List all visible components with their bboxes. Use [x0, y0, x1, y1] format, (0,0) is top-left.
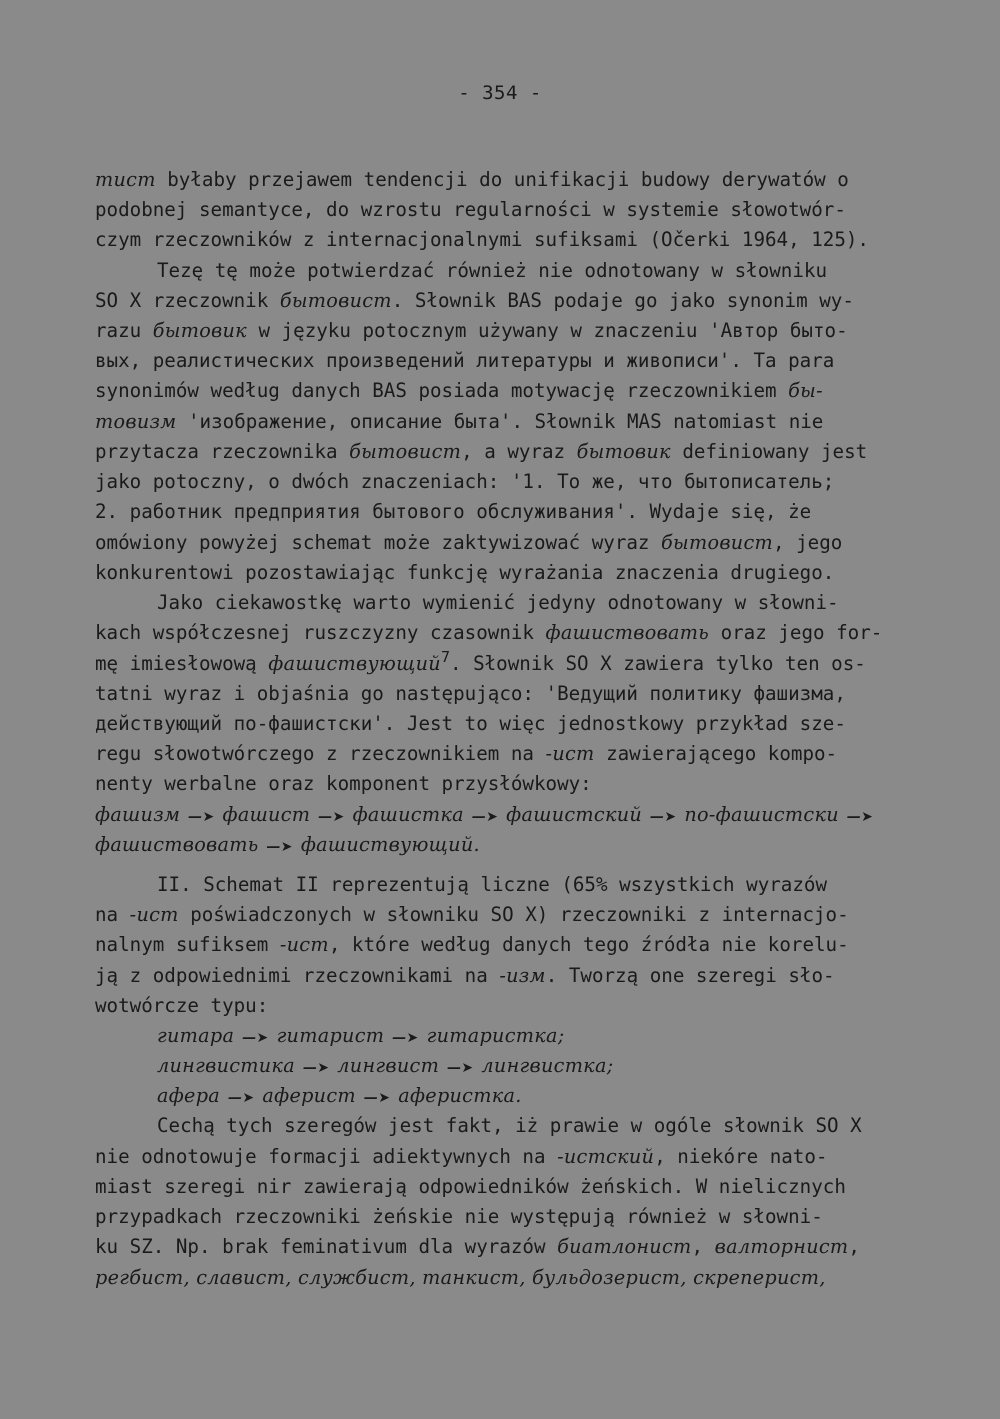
arrow-icon: —➤ — [447, 1060, 474, 1076]
russian-term: -изм — [499, 964, 546, 987]
text-line: действующий по-фашистски'. Jest to więc jednostkowy przykład sze- — [95, 712, 846, 735]
arrow-icon: —➤ — [363, 1090, 391, 1106]
text-line: ku SZ. Np. brak feminativum dla wyrazów биатлонист, валторнист, — [95, 1235, 860, 1258]
russian-term: -истский — [557, 1145, 655, 1168]
russian-term: mucm — [95, 168, 156, 191]
example-series: афера —➤ аферист —➤ аферистка. — [157, 1084, 522, 1107]
russian-term: -ист — [129, 903, 179, 926]
text-line: Cechą tych szeregów jest fakt, iż prawie w ogóle słownik SO X — [157, 1114, 862, 1137]
arrow-icon: —➤ — [318, 809, 345, 825]
text-line: konkurentowi pozostawiając funkcję wyrażania znaczenia drugiego. — [95, 561, 835, 584]
arrow-icon: —➤ — [188, 809, 215, 825]
russian-term: -ист — [545, 742, 595, 765]
arrow-icon: —➤ — [846, 809, 874, 825]
russian-term: бытовист — [661, 531, 773, 554]
text-line: Tezę tę może potwierdzać również nie odnotowany w słowniku — [157, 259, 828, 282]
text-line: czym rzeczowników z internacjonalnymi sufiksami (Očerki 1964, 125). — [95, 228, 869, 251]
text-line: mucm byłaby przejawem tendencji do unifikacji budowy derywatów o — [95, 168, 849, 191]
text-line: nie odnotowuje formacji adiektywnych na -истский, niekóre nato- — [95, 1145, 828, 1168]
text-line: 2. работник предприятия бытового обслуживания'. Wydaje się, że — [95, 500, 812, 523]
text-line: razu бытовик w języku potocznym używany w znaczeniu 'Автор быто- — [95, 319, 848, 342]
russian-term: бытовик — [152, 319, 247, 342]
text-line: podobnej semantyce, do wzrostu regularności w systemie słowotwór- — [95, 198, 846, 221]
text-line: przypadkach rzeczowniki żeńskie nie występują również w słowni- — [95, 1205, 823, 1228]
text-line: ją z odpowiednimi rzeczownikami na -изм. Tworzą one szeregi sło- — [95, 964, 835, 987]
text-line: przytacza rzeczownika бытовист, a wyraz бытовик definiowany jest — [95, 440, 868, 463]
russian-term: бытовист — [279, 289, 392, 312]
text-line: miast szeregi nir zawierają odpowiedników żeńskich. W nielicznych — [95, 1175, 846, 1198]
arrow-icon: —➤ — [471, 809, 499, 825]
text-line: tatni wyraz i objaśnia go następująco: 'Ведущий политику фашизма, — [95, 682, 846, 705]
example-series: лингвистика —➤ лингвист —➤ лингвистка; — [157, 1054, 614, 1077]
text-line: na -ист poświadczonych w słowniku SO X) rzeczowniki z internacjo- — [95, 903, 849, 926]
text-line: omówiony powyżej schemat może zaktywizować wyraz бытовист, jego — [95, 531, 843, 554]
text-line: wotwórcze typu: — [95, 994, 269, 1017]
text-line: Jako ciekawostkę warto wymienić jedyny odnotowany w słowni- — [157, 591, 839, 614]
russian-term: биатлонист — [557, 1235, 692, 1258]
text-line: nalnym sufiksem -ист, które według danych tego źródła nie korelu- — [95, 933, 849, 956]
arrow-icon: —➤ — [242, 1030, 269, 1046]
text-line: вых, реалистических произведений литературы и живописи'. Ta para — [95, 349, 835, 372]
russian-term-list: регбист, славист, службист, танкист, бульдозерист, скреперист, — [95, 1266, 826, 1289]
russian-term: бы- — [788, 379, 823, 402]
russian-term: товизм — [95, 410, 177, 433]
russian-term: бытовик — [576, 440, 671, 463]
footnote-ref: 7 — [440, 648, 450, 666]
text-line: jako potoczny, o dwóch znaczeniach: '1. То же, что бытописатель; — [95, 470, 835, 493]
arrow-icon: —➤ — [228, 1090, 255, 1106]
russian-term: -ист — [279, 933, 329, 956]
example-series: гитара —➤ гитарист —➤ гитаристка; — [157, 1024, 565, 1047]
derivation-chain: фашиствовать —➤ фашиствующий. — [95, 833, 480, 856]
arrow-icon: —➤ — [266, 839, 293, 855]
russian-term: валторнист — [714, 1235, 849, 1258]
arrow-icon: —➤ — [302, 1060, 330, 1076]
page-number: - 354 - — [458, 82, 542, 104]
arrow-icon: —➤ — [650, 809, 677, 825]
text-line: mę imiesłowową фашиствующий$^7$. Słownik SO X zawiera tylko ten os- — [95, 648, 866, 675]
text-line: regu słowotwórczego z rzeczownikiem na -ист zawierającego kompo- — [95, 742, 838, 765]
text-line: SO X rzeczownik бытовист. Słownik BAS podaje go jako synonim wy- — [95, 289, 854, 312]
arrow-icon: —➤ — [392, 1030, 419, 1046]
russian-term: фашиствовать — [545, 621, 710, 644]
text-line: II. Schemat II reprezentują liczne (65% wszystkich wyrazów — [157, 873, 828, 896]
text-line: nenty werbalne oraz komponent przysłówkowy: — [95, 772, 592, 795]
text-line: kach współczesnej ruszczyzny czasownik фашиствовать oraz jego for- — [95, 621, 883, 644]
russian-term: бытовист — [349, 440, 462, 463]
text-line: товизм 'изображение, описание быта'. Słownik MAS natomiast nie — [95, 410, 824, 433]
derivation-chain: фашизм —➤ фашист —➤ фашистка —➤ фашистский —➤ по-фашистски —➤ — [95, 800, 881, 832]
text-line: synonimów według danych BAS posiada motywację rzeczownikiem бы- — [95, 379, 823, 402]
russian-term: фашиствующий — [268, 652, 441, 675]
